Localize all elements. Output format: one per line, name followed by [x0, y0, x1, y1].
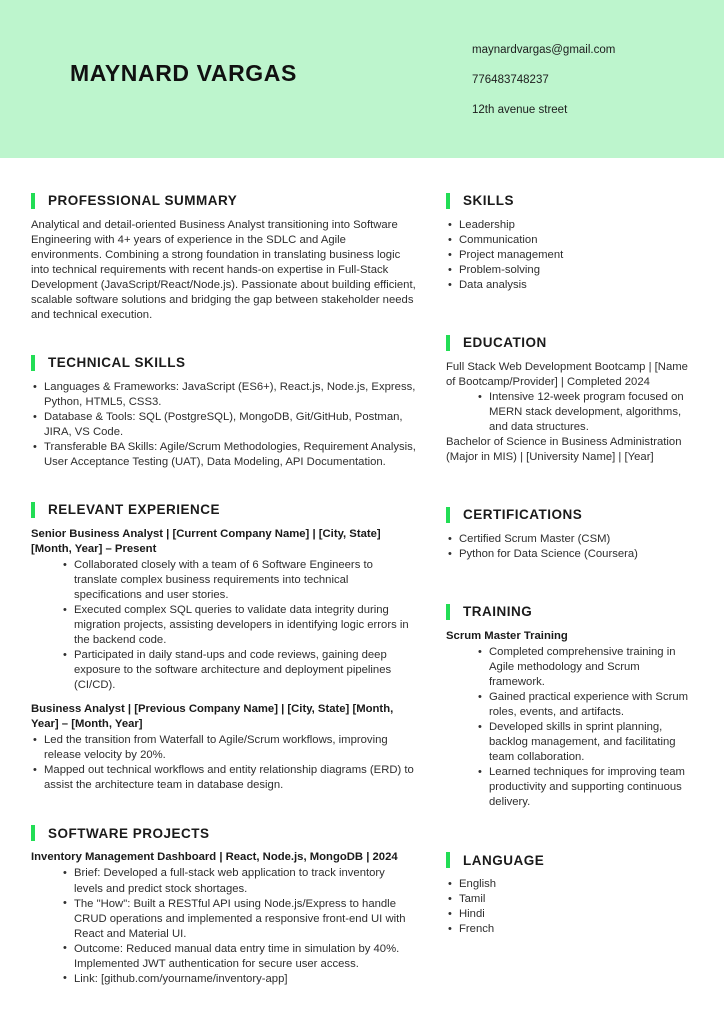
list-item: • Tamil: [446, 892, 694, 907]
contact-phone[interactable]: 776483748237: [472, 73, 549, 86]
list-item: • Intensive 12-week program focused on MERN stack development, algorithms, and data structures.: [476, 390, 694, 435]
accent-bar-icon: [31, 355, 35, 371]
right-column: [446, 193, 694, 953]
section-heading: [446, 335, 694, 351]
section-heading: [446, 193, 694, 209]
section-heading: [31, 502, 416, 518]
spacer: [446, 826, 694, 852]
section-title-technical-skills: TECHNICAL SKILLS: [48, 355, 186, 371]
list-item: • Mapped out technical workflows and entity relationship diagrams (ERD) to assist the architecture team in database design.: [31, 763, 416, 793]
education-entry-bootcamp: Full Stack Web Development Bootcamp | [Name of Bootcamp/Provider] | Completed 2024: [446, 361, 688, 389]
experience-entry: [31, 527, 416, 693]
training-bullet-list: [476, 645, 694, 810]
list-item: • The "How": Built a RESTful API using Node.js/Express to handle CRUD operations and implemented a responsive front-end UI with React and Material UI.: [61, 897, 416, 942]
certifications-list: [446, 532, 694, 562]
section-heading: [446, 507, 694, 523]
list-item: • Data analysis: [446, 278, 694, 293]
experience-entry: [31, 702, 416, 793]
list-item: • Leadership: [446, 218, 694, 233]
list-item: • Participated in daily stand-ups and code reviews, gaining deep exposure to the software architecture and deployment pipelines (CI/CD).: [61, 648, 416, 693]
spacer: [31, 486, 416, 502]
spacer: [446, 481, 694, 507]
section-professional-summary: [31, 193, 416, 323]
spacer: [31, 809, 416, 825]
list-item: • Led the transition from Waterfall to Agile/Scrum workflows, improving release velocity by 20%.: [31, 733, 416, 763]
experience-bullet-list: [31, 733, 416, 793]
list-item: • Executed complex SQL queries to validate data integrity during migration projects, assisting developers in identifying logic errors in the backend code.: [61, 603, 416, 648]
accent-bar-icon: [31, 502, 35, 518]
technical-skills-list: [31, 380, 416, 470]
section-technical-skills: [31, 355, 416, 470]
candidate-name: MAYNARD VARGAS: [70, 60, 297, 86]
list-item: • Project management: [446, 248, 694, 263]
education-bullet-list: [476, 390, 694, 435]
professional-summary-text: Analytical and detail-oriented Business Analyst transitioning into Software Engineering with 4+ years of experience in the SDLC and Agile environments. Combining a strong foundation in translating business logic into technical requirements with recent hands-on expertise in Full-Stack Development (JavaScript/React/Node.js). Passionate about building efficient, scalable software solutions and bridging the gap between stakeholder needs and technical execution.: [31, 219, 416, 322]
experience-entry-heading: Business Analyst | [Previous Company Name] | [City, State] [Month, Year] – [Month, Year]: [31, 703, 394, 731]
list-item: • Certified Scrum Master (CSM): [446, 532, 694, 547]
section-language: [446, 852, 694, 937]
language-list: [446, 877, 694, 937]
education-entry-degree: Bachelor of Science in Business Administration (Major in MIS) | [University Name] | [Year]: [446, 436, 682, 464]
training-entry-heading: Scrum Master Training: [446, 630, 568, 643]
list-item: • Gained practical experience with Scrum roles, events, and artifacts.: [476, 690, 694, 720]
section-title-certifications: CERTIFICATIONS: [463, 507, 583, 523]
section-title-language: LANGUAGE: [463, 852, 545, 868]
skills-list: [446, 218, 694, 293]
experience-bullet-list: [61, 558, 416, 693]
list-item: • Developed skills in sprint planning, backlog management, and facilitating team collaboration.: [476, 720, 694, 765]
accent-bar-icon: [446, 604, 450, 620]
section-training: [446, 604, 694, 810]
section-title-skills: SKILLS: [463, 193, 515, 209]
list-item: • Completed comprehensive training in Agile methodology and Scrum framework.: [476, 645, 694, 690]
section-relevant-experience: [31, 502, 416, 793]
list-item: • French: [446, 922, 694, 937]
section-title-education: EDUCATION: [463, 335, 547, 351]
resume-header-band: [0, 0, 724, 158]
list-item: • English: [446, 877, 694, 892]
spacer: [446, 578, 694, 604]
contact-block: [472, 44, 712, 133]
list-item: • Hindi: [446, 907, 694, 922]
section-heading: [446, 604, 694, 620]
accent-bar-icon: [31, 825, 35, 841]
list-item: • Database & Tools: SQL (PostgreSQL), MongoDB, Git/GitHub, Postman, JIRA, VS Code.: [31, 410, 416, 440]
project-bullet-list: [61, 866, 416, 986]
resume-body: [0, 158, 724, 1024]
section-education: [446, 335, 694, 465]
list-item: • Learned techniques for improving team productivity and supporting continuous delivery.: [476, 765, 694, 810]
list-item: • Brief: Developed a full-stack web application to track inventory levels and predict stock shortages.: [61, 866, 416, 896]
list-item: • Outcome: Reduced manual data entry time in simulation by 40%. Implemented JWT authentication for secure user access.: [61, 942, 416, 972]
accent-bar-icon: [446, 193, 450, 209]
spacer: [446, 309, 694, 335]
section-title-relevant-experience: RELEVANT EXPERIENCE: [48, 502, 221, 518]
section-certifications: [446, 507, 694, 562]
accent-bar-icon: [446, 852, 450, 868]
section-heading: [31, 355, 416, 371]
contact-address: 12th avenue street: [472, 103, 568, 116]
accent-bar-icon: [446, 507, 450, 523]
accent-bar-icon: [446, 335, 450, 351]
list-item: • Languages & Frameworks: JavaScript (ES6+), React.js, Node.js, Express, Python, HTML5, CSS3.: [31, 380, 416, 410]
list-item: • Python for Data Science (Coursera): [446, 547, 694, 562]
section-title-software-projects: SOFTWARE PROJECTS: [48, 825, 210, 841]
contact-email[interactable]: maynardvargas@gmail.com: [472, 44, 616, 56]
project-entry-heading: Inventory Management Dashboard | React, Node.js, MongoDB | 2024: [31, 851, 398, 864]
list-item-link[interactable]: • Link: [github.com/yourname/inventory-app]: [61, 972, 416, 987]
spacer: [31, 339, 416, 355]
list-item: • Problem-solving: [446, 263, 694, 278]
spacer: [31, 693, 416, 702]
experience-entry-heading: Senior Business Analyst | [Current Company Name] | [City, State] [Month, Year] – Present: [31, 528, 381, 556]
project-entry: [31, 850, 416, 986]
list-item: • Collaborated closely with a team of 6 Software Engineers to translate complex business requirements into technical specifications and user stories.: [61, 558, 416, 603]
section-title-professional-summary: PROFESSIONAL SUMMARY: [48, 193, 238, 209]
section-heading: [31, 825, 416, 841]
list-item: • Communication: [446, 233, 694, 248]
section-title-training: TRAINING: [463, 604, 533, 620]
accent-bar-icon: [31, 193, 35, 209]
left-column: [31, 193, 416, 1003]
section-software-projects: [31, 825, 416, 986]
section-heading: [31, 193, 416, 209]
section-skills: [446, 193, 694, 293]
list-item: • Transferable BA Skills: Agile/Scrum Methodologies, Requirement Analysis, User Acceptance Testing (UAT), Data Modeling, API Documentation.: [31, 440, 416, 470]
section-heading: [446, 852, 694, 868]
